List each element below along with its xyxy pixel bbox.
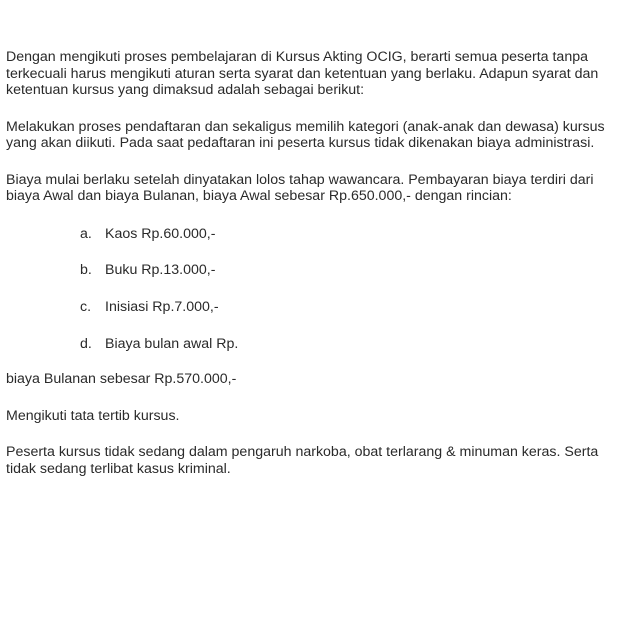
- list-item: [6, 299, 618, 316]
- monthly-fee-paragraph: biaya Bulanan sebesar Rp.570.000,-: [6, 371, 237, 388]
- document-body: [6, 49, 618, 477]
- list-marker: b.: [80, 262, 92, 279]
- conduct-paragraph: Peserta kursus tidak sedang dalam pengaruh narkoba, obat terlarang & minuman keras. Serta tidak sedang terlibat kasus kriminal.: [6, 444, 599, 477]
- list-item-text: Biaya bulan awal Rp.: [105, 335, 239, 352]
- list-item: [6, 262, 618, 279]
- fee-breakdown-list: [6, 226, 618, 353]
- list-marker: c.: [80, 299, 92, 316]
- list-marker: a.: [80, 225, 92, 242]
- list-item-text: Kaos Rp.60.000,-: [105, 225, 216, 242]
- list-item: [6, 336, 618, 353]
- list-item-text: Buku Rp.13.000,-: [105, 262, 216, 279]
- registration-paragraph: Melakukan proses pendaftaran dan sekaligus memilih kategori (anak-anak dan dewasa) kursus yang akan diikuti. Pada saat pedaftaran ini peserta kursus tidak dikenakan biaya administrasi.: [6, 118, 605, 151]
- intro-paragraph: Dengan mengikuti proses pembelajaran di Kursus Akting OCIG, berarti semua peserta tanpa terkecuali harus mengikuti aturan serta syarat dan ketentuan yang berlaku. Adapun syarat dan ketentuan kursus yang dimaksud adalah sebagai berikut:: [6, 49, 599, 98]
- list-item: [6, 226, 618, 243]
- list-item-text: Inisiasi Rp.7.000,-: [105, 299, 219, 316]
- rules-paragraph: Mengikuti tata tertib kursus.: [6, 407, 180, 424]
- list-marker: d.: [80, 335, 92, 352]
- fees-intro-paragraph: Biaya mulai berlaku setelah dinyatakan lolos tahap wawancara. Pembayaran biaya terdiri dari biaya Awal dan biaya Bulanan, biaya Awal sebesar Rp.650.000,- dengan rincian:: [6, 171, 594, 204]
